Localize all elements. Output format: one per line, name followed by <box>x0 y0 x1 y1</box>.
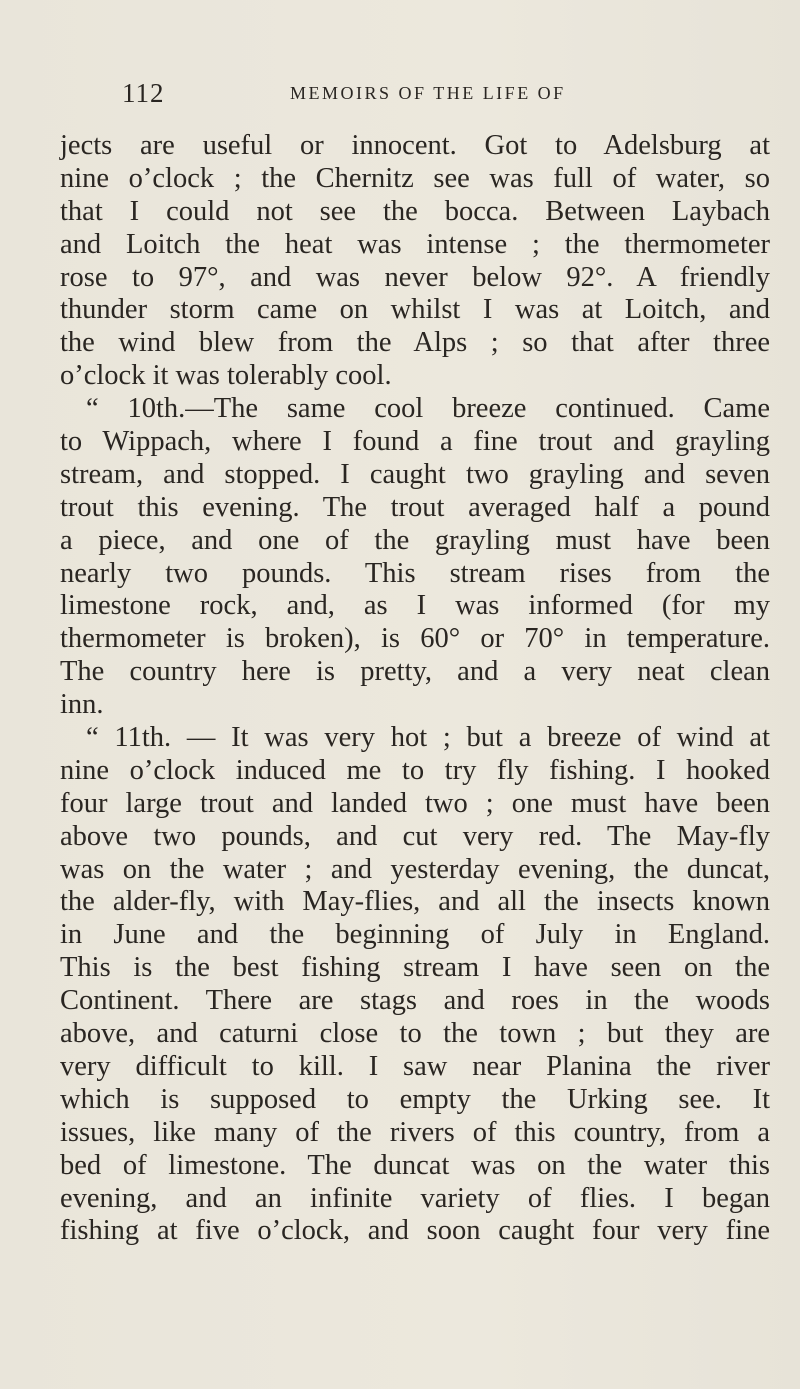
text-line: in June and the beginning of July in England. <box>60 919 770 951</box>
text-line: stream, and stopped. I caught two grayling and seven <box>60 458 770 490</box>
text-line: evening, and an infinite variety of flies. I began <box>60 1182 770 1214</box>
text-line: inn. <box>60 689 104 721</box>
text-line: bed of limestone. The duncat was on the water this <box>60 1149 770 1181</box>
text-line: nearly two pounds. This stream rises from the <box>60 557 770 589</box>
running-head-title: MEMOIRS OF THE LIFE OF <box>290 83 566 103</box>
text-line: very difficult to kill. I saw near Planina the river <box>60 1050 770 1082</box>
text-line: thunder storm came on whilst I was at Loitch, and <box>60 294 770 326</box>
text-line: limestone rock, and, as I was informed (for my <box>60 590 770 622</box>
running-head <box>122 78 762 108</box>
text-line: o’clock it was tolerably cool. <box>60 360 392 392</box>
text-line: that I could not see the bocca. Between Laybach <box>60 195 770 227</box>
text-line: to Wippach, where I found a fine trout and grayling <box>60 426 770 458</box>
body-text <box>60 130 770 1248</box>
text-line: the wind blew from the Alps ; so that after three <box>60 327 770 359</box>
text-line: nine o’clock ; the Chernitz see was full of water, so <box>60 162 770 194</box>
text-line: trout this evening. The trout averaged half a pound <box>60 491 770 523</box>
text-line: which is supposed to empty the Urking see. It <box>60 1083 770 1115</box>
page-number: 112 <box>122 78 165 108</box>
text-line: nine o’clock induced me to try fly fishing. I hooked <box>60 754 770 786</box>
text-line: four large trout and landed two ; one must have been <box>60 787 770 819</box>
text-line: jects are useful or innocent. Got to Adelsburg at <box>60 130 770 161</box>
text-line: The country here is pretty, and a very neat clean <box>60 656 770 688</box>
text-line: fishing at five o’clock, and soon caught four very fine <box>60 1215 770 1247</box>
text-line: thermometer is broken), is 60° or 70° in temperature. <box>60 623 770 655</box>
text-line: issues, like many of the rivers of this country, from a <box>60 1116 770 1148</box>
paragraph-start-line: “ 10th.—The same cool breeze continued. Came <box>86 393 770 425</box>
paragraph-start-line: “ 11th. — It was very hot ; but a breeze of wind at <box>86 722 770 754</box>
text-line: above, and caturni close to the town ; but they are <box>60 1018 770 1050</box>
text-line: This is the best fishing stream I have seen on the <box>60 952 770 984</box>
text-line: the alder-fly, with May-flies, and all the insects known <box>60 886 770 918</box>
text-line: a piece, and one of the grayling must have been <box>60 524 770 556</box>
text-line: above two pounds, and cut very red. The May-fly <box>60 820 770 852</box>
text-line: was on the water ; and yesterday evening, the duncat, <box>60 853 770 885</box>
text-line: Continent. There are stags and roes in the woods <box>60 985 770 1017</box>
text-line: and Loitch the heat was intense ; the thermometer <box>60 228 770 260</box>
text-line: rose to 97°, and was never below 92°. A friendly <box>60 261 770 293</box>
